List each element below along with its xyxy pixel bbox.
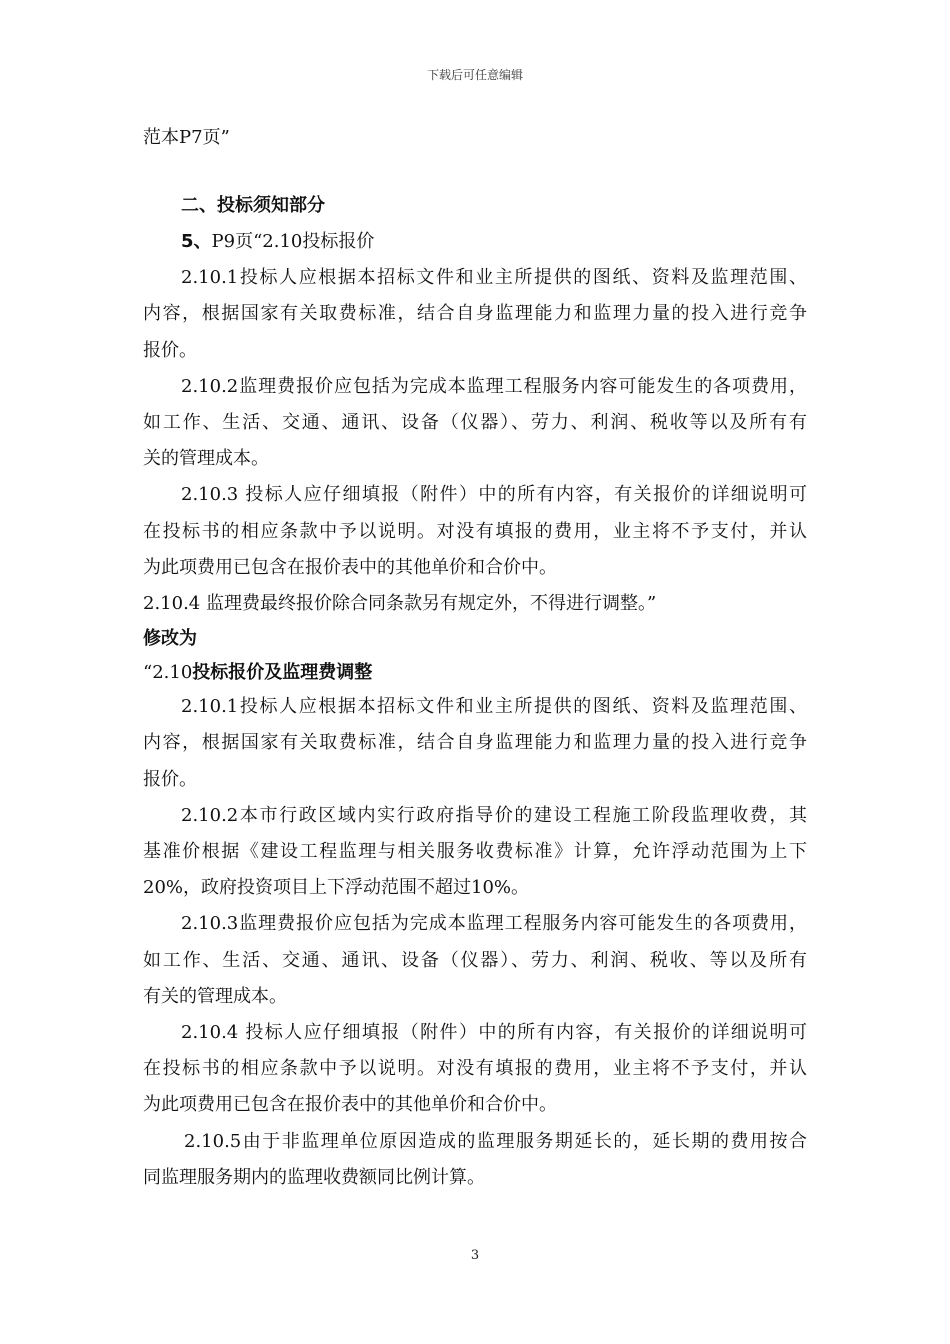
body-line: 基准价根据《建设工程监理与相关服务收费标准》计算，允许浮动范围为上下 (143, 841, 807, 862)
body-line: 内容，根据国家有关取费标准，结合自身监理能力和监理力量的投入进行竞争 (143, 303, 807, 324)
body-line: 在投标书的相应条款中予以说明。对没有填报的费用，业主将不予支付，并认 (143, 521, 807, 542)
body-line: 2.10.3 投标人应仔细填报（附件）中的所有内容，有关报价的详细说明可 (181, 484, 807, 505)
body-line: 报价。 (143, 340, 197, 361)
item-heading (181, 230, 374, 254)
body-line: 2.10.1投标人应根据本招标文件和业主所提供的图纸、资料及监理范围、 (181, 267, 807, 288)
body-line: 有关的管理成本。 (143, 986, 287, 1007)
body-line: 如工作、生活、交通、通讯、设备（仪器）、劳力、利润、税收等以及所有有 (143, 412, 807, 433)
revised-heading-number: “2.10 (143, 662, 193, 683)
body-line: 2.10.2监理费报价应包括为完成本监理工程服务内容可能发生的各项费用， (181, 376, 807, 397)
revised-heading-title: 投标报价及监理费调整 (192, 662, 373, 683)
body-line: 同监理服务期内的监理收费额同比例计算。 (143, 1167, 485, 1188)
body-line: 为此项费用已包含在报价表中的其他单价和合价中。 (143, 1094, 557, 1115)
body-line: 2.10.4 监理费最终报价除合同条款另有规定外，不得进行调整。” (143, 593, 657, 614)
item-number: 5、 (181, 231, 212, 252)
page-number: 3 (470, 1248, 480, 1263)
body-line: 内容，根据国家有关取费标准，结合自身监理能力和监理力量的投入进行竞争 (143, 732, 807, 753)
body-line: 2.10.1投标人应根据本招标文件和业主所提供的图纸、资料及监理范围、 (181, 696, 807, 717)
body-line: 2.10.2本市行政区域内实行政府指导价的建设工程施工阶段监理收费，其 (181, 805, 807, 826)
body-line: 范本P7页” (143, 127, 230, 148)
body-line: 2.10.4 投标人应仔细填报（附件）中的所有内容，有关报价的详细说明可 (181, 1022, 807, 1043)
section-heading: 二、投标须知部分 (181, 195, 325, 216)
body-line: 2.10.3监理费报价应包括为完成本监理工程服务内容可能发生的各项费用， (181, 913, 807, 934)
revised-heading (143, 661, 372, 685)
page-header: 下载后可任意编辑 (426, 68, 523, 82)
revision-label: 修改为 (143, 628, 197, 649)
body-line: 20%，政府投资项目上下浮动范围不超过10%。 (143, 877, 530, 898)
body-line: 如工作、生活、交通、通讯、设备（仪器）、劳力、利润、税收、等以及所有 (143, 950, 807, 971)
item-heading-text: P9页“2.10投标报价 (211, 231, 375, 252)
body-line: 2.10.5由于非监理单位原因造成的监理服务期延长的，延长期的费用按合 (184, 1131, 807, 1152)
body-line: 关的管理成本。 (143, 448, 269, 469)
body-line: 报价。 (143, 769, 197, 790)
body-line: 在投标书的相应条款中予以说明。对没有填报的费用，业主将不予支付，并认 (143, 1058, 807, 1079)
body-line: 为此项费用已包含在报价表中的其他单价和合价中。 (143, 557, 557, 578)
